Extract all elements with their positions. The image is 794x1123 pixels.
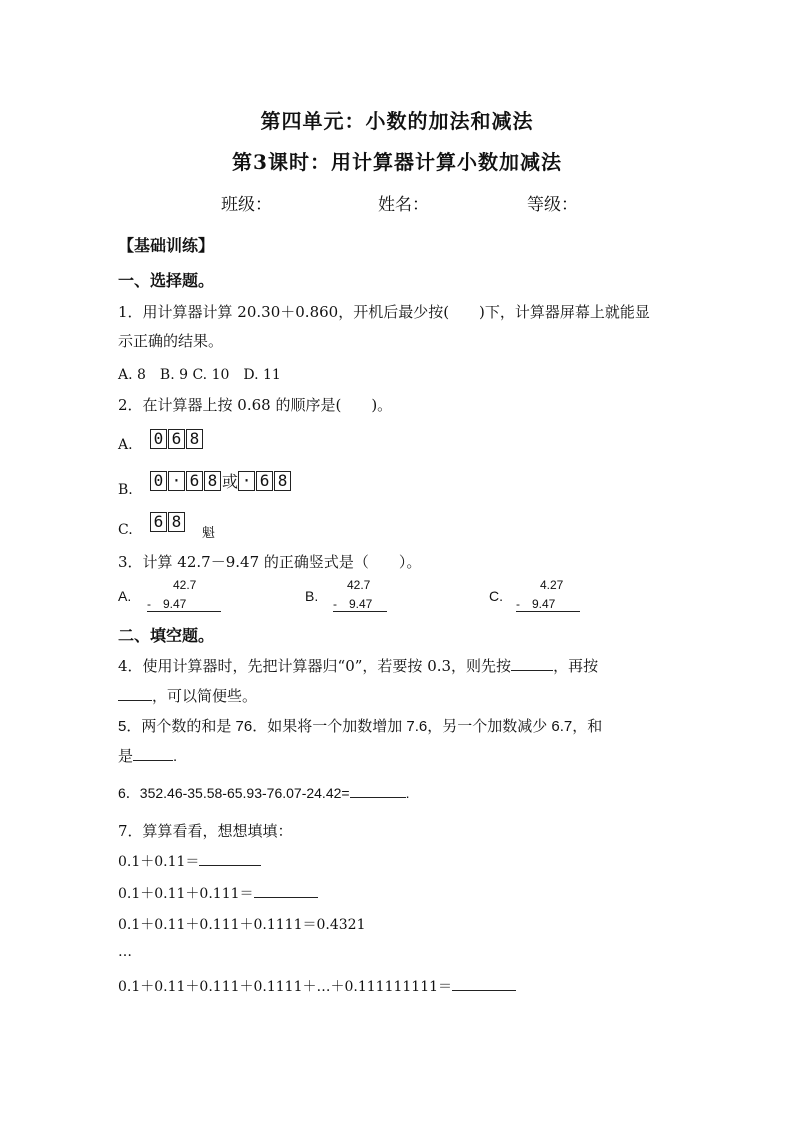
key-button: ·: [238, 471, 255, 491]
key-button: 6: [168, 429, 185, 449]
q7-stem: 7．算算看看，想想填填：: [118, 822, 293, 840]
q7-row2: [118, 883, 318, 903]
key-button: 0: [150, 471, 167, 491]
page-title: 第四单元：小数的加法和减法: [260, 109, 534, 133]
answer-blank[interactable]: [118, 686, 152, 701]
subtrahend: - 9.47: [333, 597, 373, 611]
q4-text: 4．使用计算器时，先把计算器归“0”，若要按 0.3，则先按: [118, 657, 512, 675]
q1-line2: 示正确的结果。: [118, 332, 224, 350]
answer-blank[interactable]: [133, 746, 173, 761]
key-button: 0: [150, 429, 167, 449]
q3-option-b-label: B.: [305, 588, 319, 604]
q5-line1: 5．两个数的和是 76．如果将一个加数增加 7.6，另一个加数减少 6.7，和: [118, 718, 603, 735]
q1-options: A. 8 B. 9 C. 10 D. 11: [118, 367, 281, 383]
answer-line: [333, 611, 387, 612]
key-button: ·: [168, 471, 185, 491]
q3-option-a-label: A.: [118, 588, 132, 604]
q2-option-a-label: A.: [118, 437, 133, 453]
section-basic-training: 【基础训练】: [118, 236, 215, 255]
q2-option-c-label: C.: [118, 522, 133, 538]
key-button: 8: [168, 512, 185, 532]
q3-option-c-vertical: [516, 578, 582, 614]
q4-line2: [118, 685, 257, 706]
key-button: 6: [256, 471, 273, 491]
q2-stem: 2．在计算器上按 0.68 的顺序是( )。: [118, 396, 393, 414]
minuend: 42.7: [347, 578, 371, 592]
key-button: 8: [274, 471, 291, 491]
answer-blank[interactable]: [511, 656, 553, 671]
subtrahend: - 9.47: [147, 597, 187, 611]
q2-option-a-keys: [150, 428, 204, 449]
q3-option-c-label: C.: [489, 588, 503, 604]
key-button: 8: [186, 429, 203, 449]
section-choice: 一、选择题。: [118, 271, 215, 290]
answer-line: [147, 611, 221, 612]
q7-row4: …: [118, 944, 132, 960]
q5-head: 是: [118, 748, 134, 765]
answer-blank[interactable]: [452, 976, 516, 991]
q2-option-b-label: B.: [118, 482, 133, 498]
q3-option-a-vertical: [147, 578, 223, 614]
q5-line2: [118, 745, 177, 766]
answer-blank[interactable]: [254, 883, 318, 898]
answer-line: [516, 611, 580, 612]
q7-expr: 0.1＋0.11＋0.111＋0.1111＋…＋0.111111111＝: [118, 979, 453, 995]
q7-row1: [118, 851, 261, 871]
name-label: 姓名：: [378, 195, 429, 215]
key-button: 6: [150, 512, 167, 532]
q2-option-c-note: 魁: [202, 526, 216, 541]
q3-option-b-vertical: [333, 578, 389, 614]
minuend: 4.27: [540, 578, 564, 592]
q6-text: 6．352.46-35.58-65.93-76.07-24.42=: [118, 785, 350, 801]
answer-blank[interactable]: [350, 783, 406, 798]
section-fill: 二、填空题。: [118, 626, 215, 645]
key-button: 6: [186, 471, 203, 491]
q6-line: [118, 783, 409, 803]
q4-text-tail: ，再按: [553, 657, 599, 675]
q1-line1: 1．用计算器计算 20.30＋0.860，开机后最少按( )下，计算器屏幕上就能显: [118, 303, 650, 321]
class-label: 班级：: [221, 195, 272, 215]
q4-line1: [118, 655, 598, 676]
q7-expr: 0.1＋0.11＋0.111＝: [118, 886, 254, 902]
lesson-title: 第3课时：用计算器计算小数加减法: [232, 150, 562, 174]
or-text: 或: [222, 472, 239, 491]
q3-stem: 3．计算 42.7－9.47 的正确竖式是（ ）。: [118, 553, 422, 571]
q2-option-b-keys: [150, 469, 292, 492]
minuend: 42.7: [173, 578, 197, 592]
key-button: 8: [204, 471, 221, 491]
q7-expr: 0.1＋0.11＝: [118, 854, 200, 870]
q5-tail: .: [173, 748, 178, 765]
q7-row5: [118, 976, 516, 996]
q6-tail: .: [405, 785, 410, 801]
answer-blank[interactable]: [199, 851, 261, 866]
q7-row3: 0.1＋0.11＋0.111＋0.1111＝0.4321: [118, 917, 366, 933]
grade-label: 等级：: [527, 195, 578, 215]
q4-text-tail2: ，可以简便些。: [152, 687, 258, 705]
subtrahend: - 9.47: [516, 597, 556, 611]
q2-option-c-keys: [150, 511, 186, 532]
